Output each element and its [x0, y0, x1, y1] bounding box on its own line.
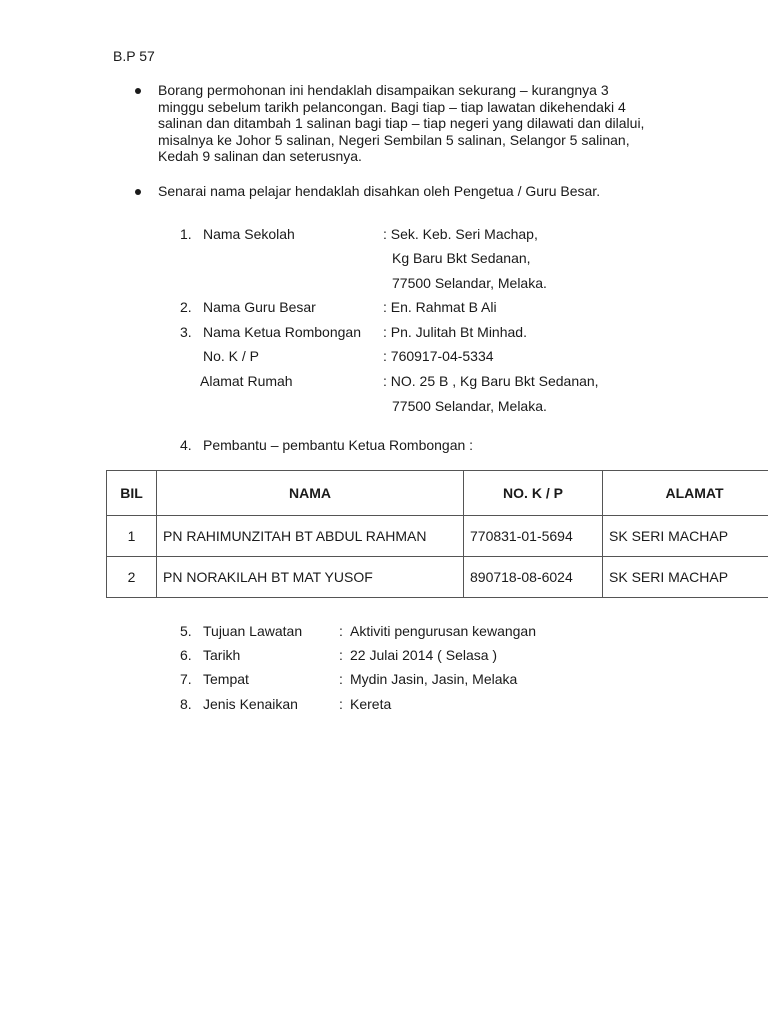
- place-label: Tempat: [203, 671, 249, 687]
- headmaster-label: Nama Guru Besar: [203, 299, 316, 315]
- column-header-bil: BIL: [107, 471, 157, 516]
- group-leader-label: Nama Ketua Rombongan: [203, 324, 361, 340]
- home-address-line-1: : NO. 25 B , Kg Baru Bkt Sedanan,: [383, 373, 599, 389]
- school-name-label: Nama Sekolah: [203, 226, 295, 242]
- visit-purpose-label: Tujuan Lawatan: [203, 623, 303, 639]
- field-number: 6.: [180, 647, 192, 663]
- date-label: Tarikh: [203, 647, 241, 663]
- school-address-line-1: Kg Baru Bkt Sedanan,: [392, 250, 531, 266]
- document-code: B.P 57: [113, 48, 155, 64]
- field-colon: :: [339, 647, 343, 663]
- field-colon: :: [339, 623, 343, 639]
- field-number: 3.: [180, 324, 192, 340]
- field-colon: :: [339, 671, 343, 687]
- visit-purpose-value: Aktiviti pengurusan kewangan: [350, 623, 537, 639]
- headmaster-value: : En. Rahmat B Ali: [383, 299, 497, 315]
- home-address-label: Alamat Rumah: [200, 373, 293, 389]
- bullet-icon: [135, 88, 141, 94]
- table-row: [107, 557, 768, 598]
- date-value: 22 Julai 2014 ( Selasa ): [350, 647, 498, 663]
- cell-nama: PN NORAKILAH BT MAT YUSOF: [157, 557, 464, 598]
- field-number: 7.: [180, 671, 192, 687]
- home-address-line-2: 77500 Selandar, Melaka.: [392, 398, 547, 414]
- transport-value: Kereta: [350, 696, 392, 712]
- ic-number-value: : 760917-04-5334: [383, 348, 494, 364]
- cell-no-kp: 770831-01-5694: [464, 516, 603, 557]
- field-number: 2.: [180, 299, 192, 315]
- place-value: Mydin Jasin, Jasin, Melaka: [350, 671, 518, 687]
- school-name-value: : Sek. Keb. Seri Machap,: [383, 226, 538, 242]
- group-leader-value: : Pn. Julitah Bt Minhad.: [383, 324, 527, 340]
- column-header-alamat: ALAMAT: [603, 471, 768, 516]
- field-number: 8.: [180, 696, 192, 712]
- column-header-nama: NAMA: [157, 471, 464, 516]
- field-number: 4.: [180, 437, 192, 453]
- cell-no-kp: 890718-08-6024: [464, 557, 603, 598]
- table-header-row: [107, 471, 768, 516]
- field-colon: :: [339, 696, 343, 712]
- instruction-bullet-1: Borang permohonan ini hendaklah disampaikan sekurang – kurangnya 3 minggu sebelum tarikh pelancongan. Bagi tiap – tiap lawatan dikehendaki 4 salinan dan ditambah 1 salinan bagi tiap – tiap negeri yang dilawati dan dilalui, misalnya ke Johor 5 salinan, Negeri Sembilan 5 salinan, Selangor 5 salinan, Kedah 9 salinan dan seterusnya.: [158, 82, 645, 164]
- field-number: 1.: [180, 226, 192, 242]
- assistants-table: [106, 470, 768, 598]
- assistants-label: Pembantu – pembantu Ketua Rombongan :: [203, 437, 474, 453]
- bullet-icon: [135, 189, 141, 195]
- cell-alamat: SK SERI MACHAP: [603, 557, 768, 598]
- column-header-no-kp: NO. K / P: [464, 471, 603, 516]
- cell-bil: 2: [107, 557, 157, 598]
- school-address-line-2: 77500 Selandar, Melaka.: [392, 275, 547, 291]
- cell-bil: 1: [107, 516, 157, 557]
- field-number: 5.: [180, 623, 192, 639]
- table-row: [107, 516, 768, 557]
- cell-nama: PN RAHIMUNZITAH BT ABDUL RAHMAN: [157, 516, 464, 557]
- instruction-bullet-2: Senarai nama pelajar hendaklah disahkan oleh Pengetua / Guru Besar.: [158, 183, 601, 199]
- transport-label: Jenis Kenaikan: [203, 696, 298, 712]
- cell-alamat: SK SERI MACHAP: [603, 516, 768, 557]
- ic-number-label: No. K / P: [203, 348, 260, 364]
